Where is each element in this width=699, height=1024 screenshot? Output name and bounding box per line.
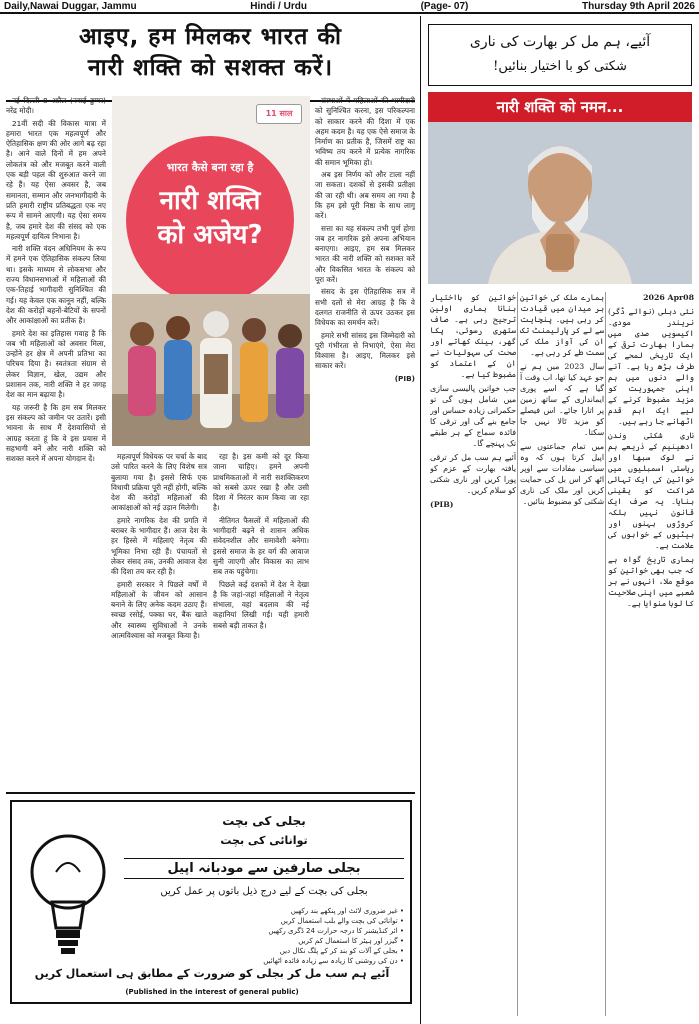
page-header — [0, 0, 699, 14]
urdu-paragraph: میں تمام جماعتوں سے اپیل کرتا ہوں کہ وہ سیاسی مفادات سے اوپر اٹھ کر اس بل کی حمایت کریں اور ملک کی ناری شکتی کو مضبوط بنائیں۔ — [520, 442, 604, 506]
urdu-paragraph: خواتین کو بااختیار بنانا ہماری اولین ترجیح رہی ہے۔ صاف ستھری رسوئی، پکا گھر، بینک کھاتے اور صحت کی سہولیات نے ان کے اعتماد کو مضبوط کیا ہے۔ — [430, 293, 516, 379]
article-photo — [112, 96, 310, 446]
ad-subtitle: توانائی کی بچت — [220, 834, 308, 847]
urdu-headline-line1: آئیے، ہم مل کر بھارت کی ناری — [469, 34, 651, 50]
urdu-paragraph: آئیے ہم سب مل کر ترقی یافتہ بھارت کے عزم کو پورا کریں اور ناری شکتی کو سلام کریں۔ — [430, 453, 516, 495]
portrait-photo — [428, 122, 692, 284]
hindi-paragraph: पिछले कई दशकों में देश ने देखा है कि जहां-जहां महिलाओं ने नेतृत्व संभाला, वहां बदलाव की नई कहानियां लिखी गईं। यही हमारी सबसे बड़ी ताकत है। — [213, 579, 309, 630]
hindi-paragraph: संसद के इस ऐतिहासिक सत्र में सभी दलों से मेरा आग्रह है कि वे दलगत राजनीति से ऊपर उठकर इस विधेयक का समर्थन करें। — [315, 287, 415, 328]
light-bulb-icon — [26, 824, 110, 984]
hindi-headline — [8, 22, 413, 84]
urdu-column-1 — [608, 292, 694, 1016]
hindi-paragraph: यह जरूरी है कि हम सब मिलकर इस संकल्प को जमीन पर उतारें। इसी भावना के साथ मैं देशवासियों से आग्रह करता हूं कि वे इस प्रयास में सहभागी बनें और नारी शक्ति को सशक्त करने में अपना योगदान दें। — [6, 402, 106, 464]
hindi-column-2 — [111, 452, 207, 788]
hindi-column-1 — [6, 96, 106, 786]
urdu-paragraph: ہمارے ملک کی خواتین ہر میدان میں قیادت کر رہی ہیں۔ پنچایت سے لے کر پارلیمنٹ تک ان کی آواز ملک کی سمت طے کر رہی ہے۔ — [520, 293, 604, 357]
hindi-column-3 — [213, 452, 309, 788]
hindi-paragraph: अब इस निर्णय को और टाला नहीं जा सकता। दशकों से इसकी प्रतीक्षा की जा रही थी। अब समय आ गया है कि हम इसे पूरी निष्ठा के साथ लागू करें। — [315, 170, 415, 221]
anniversary-logo: 11 साल — [256, 104, 302, 124]
hindi-headline-line2: नारी शक्ति को सशक्त करें। — [87, 55, 334, 81]
ad-public-interest-note: (Published in the interest of general public) — [125, 988, 299, 996]
hindi-paragraph: नारी शक्ति वंदन अधिनियम के रूप में हमने एक ऐतिहासिक संकल्प लिया था। इसके माध्यम से लोकसभा और राज्य विधानसभाओं में महिलाओं की एक-तिहाई भागीदारी सुनिश्चित की गई। यह केवल एक कानून नहीं, बल्कि देश की करोड़ों बहनों-बेटियों के सपनों और आकांक्षाओं का प्रतीक है। — [6, 244, 106, 326]
hindi-paragraph: नीतिगत फैसलों में महिलाओं की भागीदारी बढ़ने से शासन अधिक संवेदनशील और समावेशी बनेगा। इससे समाज के हर वर्ग की आवाज सुनी जाएगी और विकास का लाभ सब तक पहुंचेगा। — [213, 515, 309, 577]
urdu-paragraph: ہماری تاریخ گواہ ہے کہ جب بھی خواتین کو موقع ملا، انہوں نے ہر شعبے میں اپنی صلاحیت کا لوہا منوایا ہے۔ — [608, 555, 694, 608]
ad-appeal: بجلی صارفین سے مودبانہ اپیل — [124, 858, 404, 879]
hindi-paragraph: हमारे देश का इतिहास गवाह है कि जब भी महिलाओं को अवसर मिला, उन्होंने हर क्षेत्र में अपनी प्रतिभा का परिचय दिया है। स्वतंत्रता संग्राम से लेकर विज्ञान, खेल, उद्यम और प्रशासन तक, नारी शक्ति ने हर जगह देश का मान बढ़ाया है। — [6, 328, 106, 400]
urdu-headline-line2: شکتی کو با اختیار بنائیں! — [493, 59, 627, 74]
tribute-banner: नारी शक्ति को नमन... — [428, 92, 692, 122]
ad-tip: • دن کی روشنی کا زیادہ سے زیادہ فائدہ اٹھائیں — [263, 957, 404, 965]
urdu-paragraph: ناری شکتی وندن ادھینیم کے ذریعے ہم نے لوک سبھا اور ریاستی اسمبلیوں میں خواتین کی ایک تہائی شراکت کو یقینی بنایا۔ یہ صرف ایک قانون نہیں بلکہ کروڑوں بہنوں اور بیٹیوں کے خوابوں کی علامت ہے۔ — [608, 431, 694, 550]
photo-caption-line3: को अजेय? — [157, 220, 263, 250]
ad-tip: • توانائی کی بچت والے بلب استعمال کریں — [280, 917, 404, 925]
column-separator — [605, 292, 606, 1016]
crowd-illustration — [112, 294, 310, 446]
issue-date: Thursday 9th April 2026 — [581, 0, 695, 12]
hindi-paragraph: सत्ता का यह संकल्प तभी पूर्ण होगा जब हर नागरिक इसे अपना अभियान बनाएगा। आइए, हम सब मिलकर भारत की नारी शक्ति को सशक्त करें और विकसित भारत के संकल्प को पूरा करें। — [315, 223, 415, 285]
urdu-paragraph: جب خواتین پالیسی سازی میں شامل ہوں گی تو حکمرانی زیادہ حساس اور جامع بنے گی اور ترقی کا فائدہ سماج کے ہر طبقے تک پہنچے گا۔ — [430, 384, 516, 448]
ad-tip: • غیر ضروری لائٹ اور پنکھے بند رکھیں — [290, 907, 404, 915]
hindi-paragraph: नई दिल्ली 8 अप्रैल (नवाई डुग्गर) नरेंद्र मोदी। — [6, 96, 106, 116]
hindi-paragraph: महत्वपूर्ण विधेयक पर चर्चा के बाद उसे पारित करने के लिए विशेष सत्र बुलाया गया है। इससे सिर्फ एक विधायी प्रक्रिया पूरी नहीं होगी, बल्कि देश की करोड़ों महिलाओं की आकांक्षाओं को नई उड़ान मिलेगी। — [111, 452, 207, 513]
hindi-paragraph: 21वीं सदी की विकास यात्रा में हमारा भारत एक महत्वपूर्ण और ऐतिहासिक क्षण की ओर आगे बढ़ रहा है। आने वाले दिनों में हम अपने लोकतंत्र को और मजबूत करने वाली एक बड़ी पहल की शुरुआत करने जा रहे हैं। यह ऐसा अवसर है, जब समानता, सम्मान और जनभागीदारी के प्रति हमारी राष्ट्रीय प्रतिबद्धता एक नए रूप में सामने आएगी। यह ऐसा समय है, जब हमारे देश की संसद को एक महत्वपूर्ण दायित्व निभाना है। — [6, 118, 106, 241]
hindi-paragraph: हमारे सभी सांसद इस जिम्मेदारी को पूरी गंभीरता से निभाएंगे, ऐसा मेरा विश्वास है। आइए, मिलकर इसे साकार करें। — [315, 330, 415, 371]
hindi-paragraph: रहा है। इस कमी को दूर किया जाना चाहिए। हमने अपनी प्राथमिकताओं में नारी सशक्तिकरण को सबसे ऊपर रखा है और उसी दिशा में निरंतर काम किया जा रहा है। — [213, 452, 309, 513]
column-separator — [517, 292, 518, 1016]
urdu-column-3 — [430, 292, 516, 1016]
ad-instruction: بجلی کی بچت کے لیے درج ذیل باتوں پر عمل کریں — [160, 886, 368, 897]
ad-footer: آئیے ہم سب مل کر بجلی کو ضرورت کے مطابق ہی استعمال کریں — [34, 967, 390, 980]
photo-caption-line2: नारी शक्ति — [159, 186, 261, 216]
photo-caption-main — [126, 184, 294, 252]
ad-divider — [6, 792, 415, 794]
ad-tip: • بجلی کے آلات کو بند کر کے پلگ نکال دیں — [279, 947, 404, 955]
photo-caption-line1: भारत कैसे बना रहा है — [166, 161, 254, 174]
hindi-paragraph: हमारे नागरिक देश की प्रगति में बराबर के भागीदार हैं। आज देश के हर हिस्से में महिलाएं नेतृत्व की भूमिका निभा रही हैं। पंचायतों से लेकर संसद तक, उनकी आवाज देश की दिशा तय कर रही है। — [111, 515, 207, 577]
hindi-paragraph: हमारी सरकार ने पिछले वर्षों में महिलाओं के जीवन को आसान बनाने के लिए अनेक कदम उठाए हैं। स्वच्छ रसोई, पक्का घर, बैंक खाते और स्वास्थ्य सुविधाओं ने उनके आत्मविश्वास को मजबूत किया है। — [111, 579, 207, 641]
urdu-column-2 — [520, 292, 604, 1016]
ad-title: بجلی کی بچت — [222, 814, 306, 828]
urdu-dateline: 2026 Apr08 — [643, 293, 694, 302]
urdu-source-credit: (PIB) — [430, 500, 454, 509]
urdu-paragraph: سال 2023 میں ہم نے جو عہد کیا تھا، اب وقت آ گیا ہے کہ اسے پوری ایمانداری کے ساتھ زمین پر اتارا جائے۔ اس فیصلے کو مزید ٹالا نہیں جا سکتا۔ — [520, 362, 604, 437]
electricity-saving-ad — [10, 800, 412, 1004]
urdu-paragraph: نئی دہلی (نوائے ڈگر) نریندر مودی۔ اکیسویں صدی میں ہمارا بھارت ترقی کے ایک تاریخی لمحے کی طرف بڑھ رہا ہے۔ آنے والے دنوں میں ہم اپنی جمہوریت کو مزید مضبوط کرنے کے لیے ایک اہم قدم اٹھانے جا رہے ہیں۔ — [608, 307, 694, 426]
urdu-article-section — [424, 16, 699, 1024]
hindi-source-credit: (PIB) — [394, 373, 415, 383]
language-label: Hindi / Urdu — [250, 0, 307, 12]
ad-tip: • ائر کنڈیشنر کا درجہ حرارت 24 ڈگری رکھیں — [268, 927, 404, 935]
urdu-headline — [428, 24, 692, 86]
ad-tip: • گیزر اور ہیٹر کا استعمال کم کریں — [298, 937, 404, 945]
page-number: (Page- 07) — [420, 0, 469, 12]
publication-name: Daily,Nawai Duggar, Jammu — [4, 0, 137, 12]
ad-tips-list — [124, 906, 404, 966]
hindi-headline-line1: आइए, हम मिलकर भारत की — [79, 24, 342, 50]
hindi-paragraph: संस्थाओं में महिलाओं की भागीदारी को सुनिश्चित करना, इस परिकल्पना को साकार करने की दिशा में एक अहम कदम है। यह एक ऐसे समाज के निर्माण का प्रतीक है, जिसमें राष्ट्र का भविष्य तय करने में प्रत्येक नागरिक की समान भूमिका हो। — [315, 96, 415, 167]
hindi-column-4 — [315, 96, 415, 786]
